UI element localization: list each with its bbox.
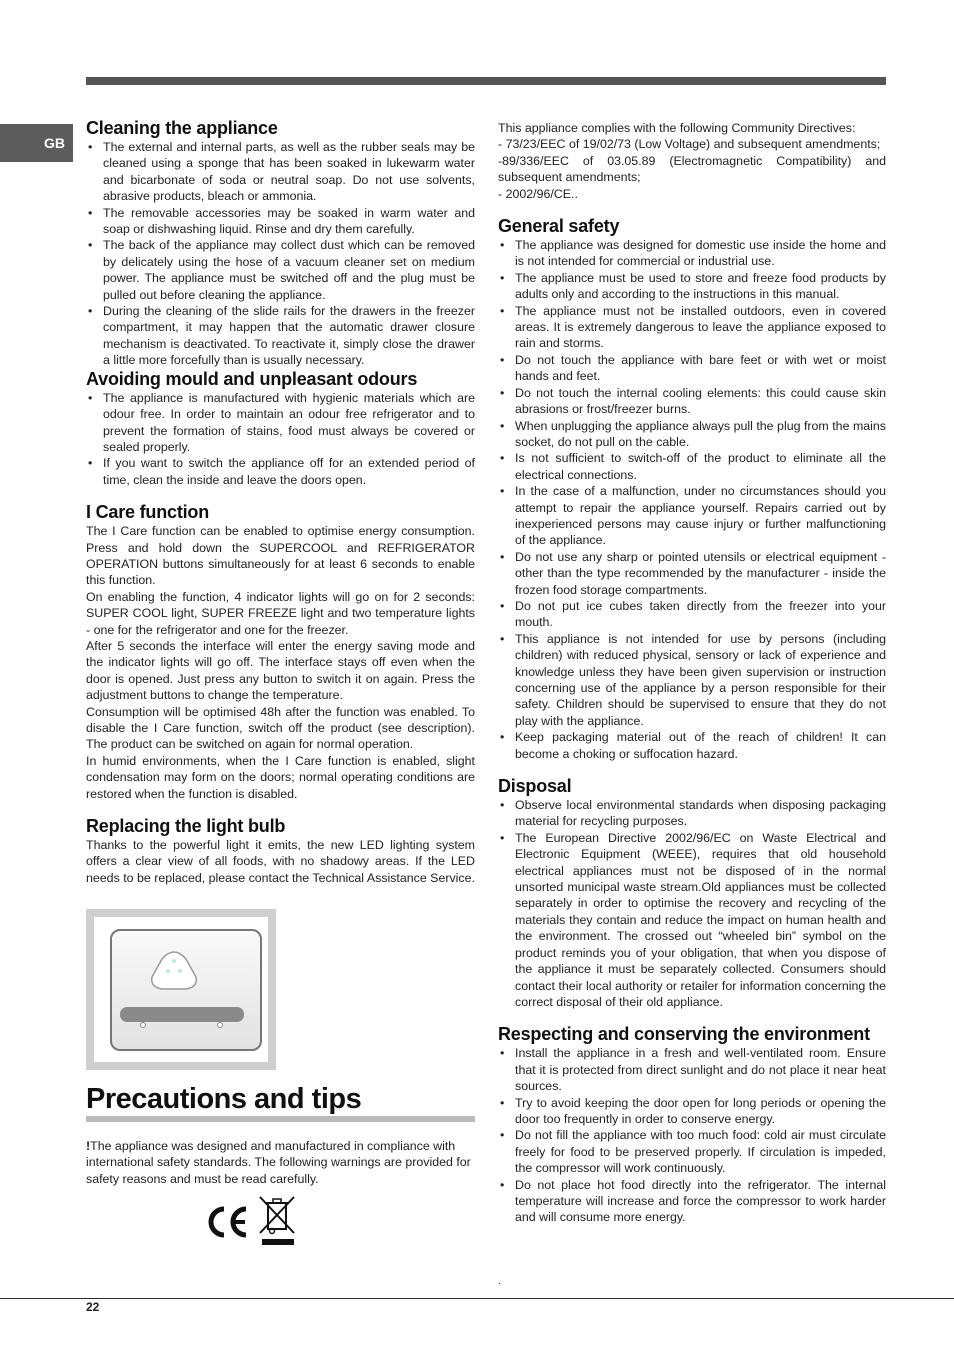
left-column xyxy=(86,118,475,886)
list-item: • The appliance must be used to store and freeze food products by adults only and according to the instructions in this manual. xyxy=(498,270,886,303)
list-item: • During the cleaning of the slide rails for the drawers in the freezer compartment, it may happen that the automatic drawer closure mechanism is deactivated. To reactivate it, simply close the drawer a little more forcefully than is usually necessary. xyxy=(86,303,475,369)
list-item: • When unplugging the appliance always pull the plug from the mains socket, do not pull on the cable. xyxy=(498,418,886,451)
section-disposal xyxy=(498,776,886,1010)
list-item: • Do not put ice cubes taken directly from the freezer into your mouth. xyxy=(498,598,886,631)
list-item: • Keep packaging material out of the reach of children! It can become a choking or suffocation hazard. xyxy=(498,729,886,762)
list-item: • The back of the appliance may collect dust which can be removed by delicately using the hose of a vacuum cleaner set on medium power. The appliance must be switched off and the plug must be pulled out before cleaning the appliance. xyxy=(86,237,475,303)
compliance-symbols xyxy=(200,1193,300,1249)
list-item: • This appliance is not intended for use by persons (including children) with reduced physical, sensory or lack of experience and knowledge unless they have been given supervision or instruction concerning use of the appliance by a person responsible for their safety. Children should be supervised to ensure that they do not play with the appliance. xyxy=(498,631,886,729)
section-bulb xyxy=(86,816,475,886)
list-item: • If you want to switch the appliance off for an extended period of time, clean the inside and leave the doors open. xyxy=(86,455,475,488)
list-item: • Do not touch the internal cooling elements: this could cause skin abrasions or frost/freezer burns. xyxy=(498,385,886,418)
heading-cleaning: Cleaning the appliance xyxy=(86,118,278,138)
paragraph: The I Care function can be enabled to optimise energy consumption. Press and hold down the SUPERCOOL and REFRIGERATOR OPERATION buttons simultaneously for at least 6 seconds to enable this function. xyxy=(86,524,475,588)
list-item: • Do not use any sharp or pointed utensils or electrical equipment - other than the type recommended by the manufacturer - inside the frozen food storage compartments. xyxy=(498,549,886,598)
list-item: • The removable accessories may be soaked in warm water and soap or dishwashing liquid. Rinse and dry them carefully. xyxy=(86,205,475,238)
directive-line: -89/336/EEC of 03.05.89 (Electromagnetic Compatibility) and subsequent amendments; xyxy=(498,153,886,185)
illustration-canvas xyxy=(94,917,268,1062)
section-safety xyxy=(498,216,886,762)
list-item: • The European Directive 2002/96/EC on Waste Electrical and Electronic Equipment (WEEE), requires that old household electrical appliances must not be disposed of in the normal unsorted municipal waste stream.Old appliances must be collected separately in order to optimise the recovery and recycling of the materials they contain and reduce the impact on human health and the environment. The crossed out “wheeled bin” symbol on the product reminds you of your obligation, that when you dispose of the appliance it must be separately collected. Consumers should contact their local authority or retailer for information concerning the correct disposal of their old appliance. xyxy=(498,830,886,1010)
device-bar xyxy=(120,1007,244,1022)
heading-disposal: Disposal xyxy=(498,776,572,797)
list-item: • Install the appliance in a fresh and well-ventilated room. Ensure that it is protected from direct sunlight and do not place it near heat sources. xyxy=(498,1045,886,1094)
list-item: • The appliance was designed for domestic use inside the home and is not intended for commercial or industrial use. xyxy=(498,237,886,270)
heading-safety: General safety xyxy=(498,216,620,237)
crossed-out-wheeled-bin-icon xyxy=(256,1193,300,1249)
paragraph: Consumption will be optimised 48h after the function was enabled. To disable the I Care function, switch off the product (see description). The product can be switched on again for normal operation. xyxy=(86,704,475,752)
heading-environment: Respecting and conserving the environment xyxy=(498,1024,870,1045)
cleaning-list xyxy=(86,139,475,369)
directive-line: - 73/23/EEC of 19/02/73 (Low Voltage) and subsequent amendments; xyxy=(498,137,881,152)
heading-bulb: Replacing the light bulb xyxy=(86,816,286,837)
directive-line: - 2002/96/CE.. xyxy=(498,186,578,201)
list-item: • Do not fill the appliance with too much food: cold air must circulate freely for food to be preserved properly. If circulation is impeded, the compressor will work continuously. xyxy=(498,1127,886,1176)
disposal-list xyxy=(498,797,886,1010)
device-panel xyxy=(110,929,262,1051)
heading-icare: I Care function xyxy=(86,502,210,523)
top-rule xyxy=(86,77,886,85)
precautions-intro xyxy=(86,1138,475,1187)
section-icare xyxy=(86,502,475,802)
paragraph: Thanks to the powerful light it emits, the new LED lighting system offers a clear view of all foods, with no shadowy areas. If the LED needs to be replaced, please contact the Technical Assistance Service. xyxy=(86,838,475,885)
paragraph: On enabling the function, 4 indicator lights will go on for 2 seconds: SUPER COOL light, SUPER FREEZE light and two temperature lights - one for the refrigerator and one for the freezer. xyxy=(86,589,475,637)
list-item: • Is not sufficient to switch-off of the product to eliminate all the electrical connections. xyxy=(498,450,886,483)
title-rule xyxy=(86,1116,475,1122)
list-item: • The appliance must not be installed outdoors, even in covered areas. It is extremely dangerous to leave the appliance exposed to rain and storms. xyxy=(498,303,886,352)
safety-list xyxy=(498,237,886,762)
mould-list xyxy=(86,390,475,488)
language-tab: GB xyxy=(0,124,73,162)
right-column xyxy=(498,120,886,1226)
directives xyxy=(498,120,886,202)
warning-mark: ! xyxy=(86,1139,91,1153)
page-title: Precautions and tips xyxy=(86,1083,362,1115)
stray-dot: . xyxy=(498,1276,501,1287)
section-mould xyxy=(86,369,475,488)
list-item: • The external and internal parts, as well as the rubber seals may be cleaned using a sponge that has been soaked in lukewarm water and bicarbonate of soda or neutral soap. Do not use solvents, abrasive products, bleach or ammonia. xyxy=(86,139,475,205)
bulb-symbol-icon xyxy=(112,931,260,1049)
list-item: • Observe local environmental standards when disposing packaging material for recycling purposes. xyxy=(498,797,886,830)
section-environment xyxy=(498,1024,886,1225)
control-panel-illustration xyxy=(86,909,276,1070)
list-item: • Do not touch the appliance with bare feet or with wet or moist hands and feet. xyxy=(498,352,886,385)
directive-line: This appliance complies with the following Community Directives: xyxy=(498,121,856,135)
paragraph: After 5 seconds the interface will enter the energy saving mode and the indicator lights will go off. The interface stays off even when the door is opened. Just press any button to switch it on again. Press the adjustment buttons to change the temperature. xyxy=(86,638,475,703)
environment-list xyxy=(498,1045,886,1225)
heading-mould: Avoiding mould and unpleasant odours xyxy=(86,368,418,389)
page-number: 22 xyxy=(86,1300,100,1314)
list-item: • Try to avoid keeping the door open for long periods or opening the door too frequently in order to conserve energy. xyxy=(498,1095,886,1128)
paragraph: In humid environments, when the I Care function is enabled, slight condensation may form on the doors; normal operating conditions are restored when the function is disabled. xyxy=(86,753,475,801)
section-cleaning xyxy=(86,118,475,369)
bottom-rule xyxy=(0,1298,954,1299)
list-item: • Do not place hot food directly into the refrigerator. The internal temperature will increase and force the compressor to work harder and will consume more energy. xyxy=(498,1177,886,1226)
list-item: • The appliance is manufactured with hygienic materials which are odour free. In order to maintain an odour free refrigerator and to prevent the formation of stains, food must always be covered or sealed properly. xyxy=(86,390,475,456)
list-item: • In the case of a malfunction, under no circumstances should you attempt to repair the appliance yourself. Repairs carried out by inexperienced persons may cause injury or further malfunctioning of the appliance. xyxy=(498,483,886,549)
intro-text: The appliance was designed and manufactured in compliance with international safety standards. The following warnings are provided for safety reasons and must be read carefully. xyxy=(86,1139,471,1186)
